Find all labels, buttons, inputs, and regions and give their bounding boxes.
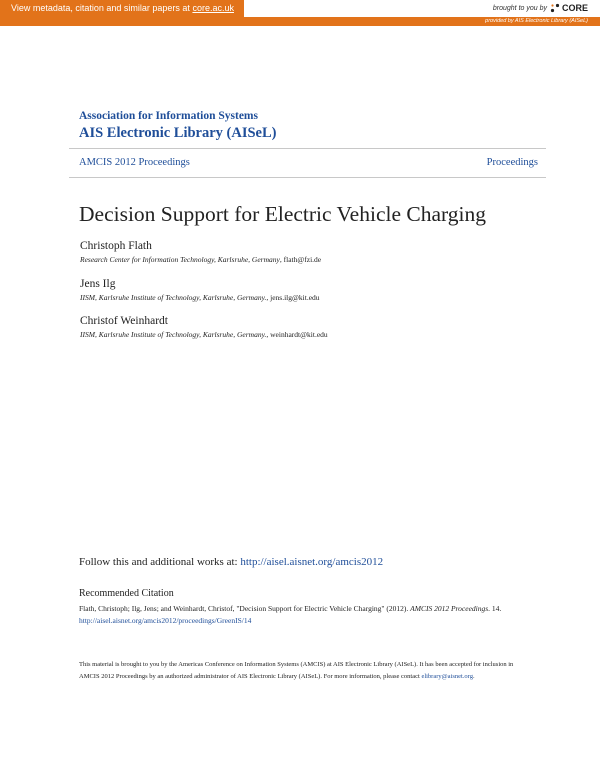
core-logo-text: CORE xyxy=(561,3,588,13)
core-brought-by-text: brought to you by xyxy=(492,4,547,12)
paper-title: Decision Support for Electric Vehicle Charging xyxy=(79,202,487,226)
library-name[interactable]: AIS Electronic Library (AISeL) xyxy=(79,125,277,141)
collection-link[interactable]: http://aisel.aisnet.org/amcis2012 xyxy=(240,556,384,568)
affiliation-text: Research Center for Information Technology, Karlsruhe, Germany xyxy=(80,255,280,264)
ais-header xyxy=(79,110,277,142)
core-logo-icon xyxy=(550,3,560,13)
follow-text: Follow this and additional works at: xyxy=(79,556,241,568)
contact-email-link[interactable]: elibrary@aisnet.org xyxy=(421,672,473,680)
author-email: , flath@fzi.de xyxy=(279,255,322,264)
org-name[interactable]: Association for Information Systems xyxy=(79,110,258,122)
core-brought-by xyxy=(493,3,588,13)
author-block xyxy=(80,315,328,339)
affiliation-text: IISM, Karlsruhe Institute of Technology, Karlsruhe, Germany. xyxy=(80,330,267,339)
core-provided-by: provided by AIS Electronic Library (AISeL) xyxy=(485,18,588,24)
citation-body xyxy=(79,603,519,626)
author-email: , weinhardt@kit.edu xyxy=(266,330,328,339)
core-site-link[interactable]: core.ac.uk xyxy=(192,3,234,13)
citation-text: Flath, Christoph; Ilg, Jens; and Weinhardt, Christof, "Decision Support for Electric Vehicle Charging" (2012). xyxy=(79,604,411,613)
author-affiliation xyxy=(80,293,320,302)
author-name: Christoph Flath xyxy=(80,240,152,252)
core-logo[interactable] xyxy=(550,3,588,13)
disclaimer xyxy=(79,659,524,682)
nav-proceedings-link[interactable]: Proceedings xyxy=(486,157,538,168)
core-metadata-link-text: View metadata, citation and similar papers at xyxy=(11,3,193,13)
author-affiliation xyxy=(80,255,321,264)
citation-suffix: . 14. xyxy=(488,604,502,613)
core-metadata-link[interactable] xyxy=(0,0,244,17)
author-email: , jens.ilg@kit.edu xyxy=(266,293,320,302)
follow-line xyxy=(79,556,383,568)
author-block xyxy=(80,278,320,302)
disclaimer-text: This material is brought to you by the Americas Conference on Information Systems (AMCIS) at AIS Electronic Library (AISeL). It has been accepted for inclusion in AMCIS 2012 Proceedings by an authorized administrator of AIS Electronic Library (AISeL). For more information, please contact xyxy=(79,661,514,680)
author-name: Christof Weinhardt xyxy=(80,315,168,327)
author-block xyxy=(80,240,321,264)
core-banner xyxy=(0,0,600,26)
author-name: Jens Ilg xyxy=(80,278,116,290)
affiliation-text: IISM, Karlsruhe Institute of Technology, Karlsruhe, Germany. xyxy=(80,293,267,302)
citation-link[interactable]: http://aisel.aisnet.org/amcis2012/proceedings/GreenIS/14 xyxy=(79,615,252,625)
disclaimer-end: . xyxy=(472,672,475,680)
citation-heading: Recommended Citation xyxy=(79,588,174,599)
author-affiliation xyxy=(80,330,328,339)
top-divider xyxy=(69,148,546,149)
nav-amcis-proceedings-link[interactable]: AMCIS 2012 Proceedings xyxy=(79,157,190,168)
citation-venue: AMCIS 2012 Proceedings xyxy=(410,604,489,613)
bottom-divider xyxy=(69,177,546,178)
